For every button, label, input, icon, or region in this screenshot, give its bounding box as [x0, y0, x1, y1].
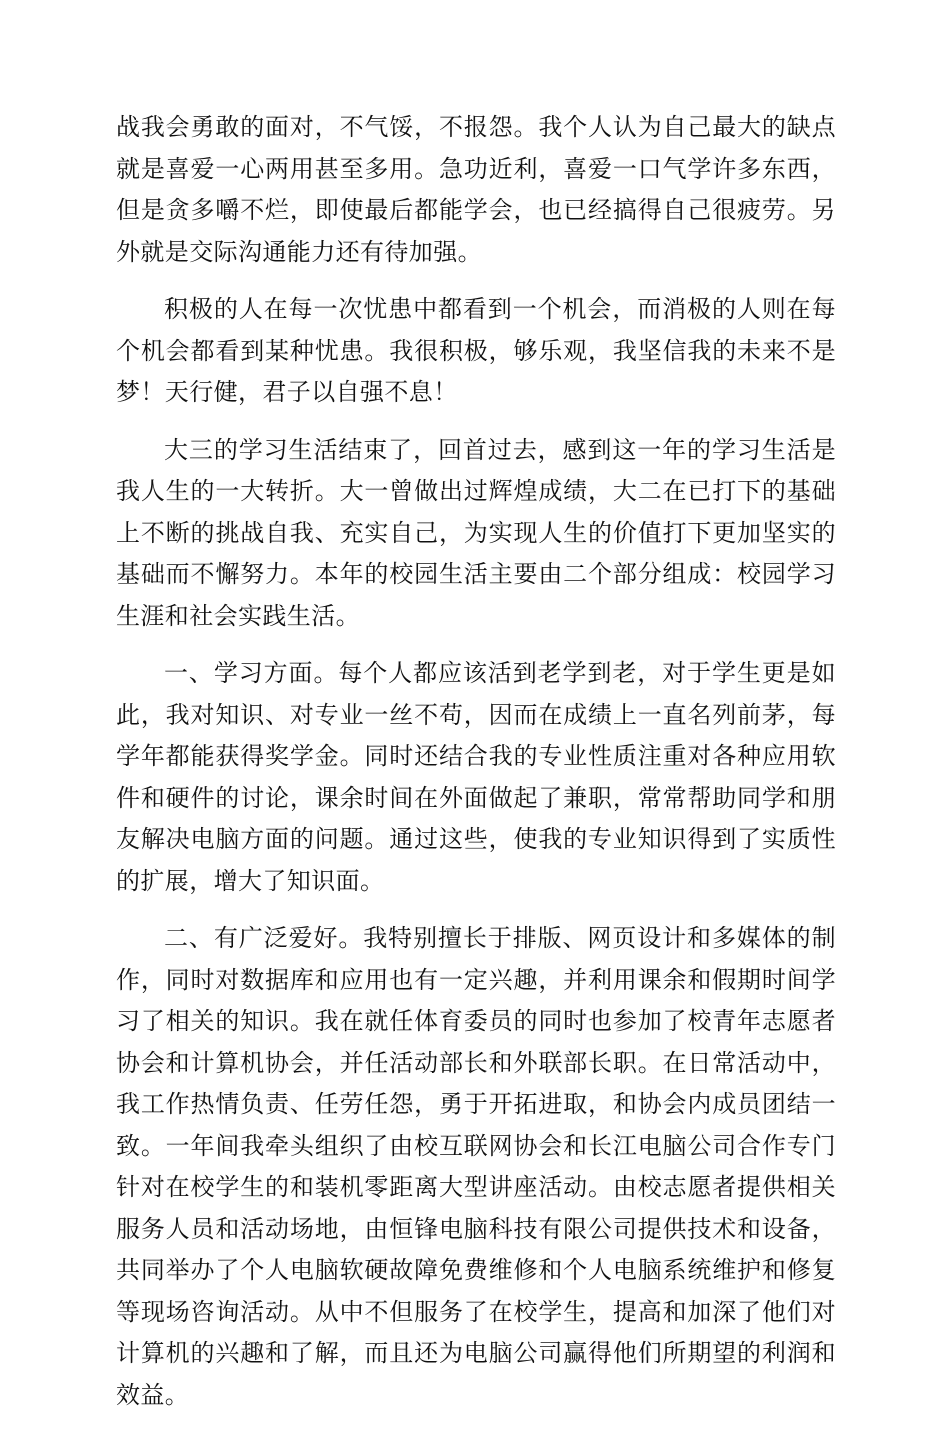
paragraph-optimism: 积极的人在每一次忧患中都看到一个机会，而消极的人则在每个机会都看到某种忧患。我很积极，够乐观，我坚信我的未来不是梦！天行健，君子以自强不息！ [116, 295, 836, 406]
document-page [116, 107, 836, 1432]
paragraph-junior-year-summary: 大三的学习生活结束了，回首过去，感到这一年的学习生活是我人生的一大转折。大一曾做出过辉煌成绩，大二在已打下的基础上不断的挑战自我、充实自己，为实现人生的价值打下更加坚实的基础而不懈努力。本年的校园生活主要由二个部分组成：校园学习生涯和社会实践生活。 [116, 435, 836, 630]
paragraph-hobbies: 二、有广泛爱好。我特别擅长于排版、网页设计和多媒体的制作，同时对数据库和应用也有一定兴趣，并利用课余和假期时间学习了相关的知识。我在就任体育委员的同时也参加了校青年志愿者协会和计算机协会，并任活动部长和外联部长职。在日常活动中，我工作热情负责、任劳任怨，勇于开拓进取，和协会内成员团结一致。一年间我牵头组织了由校互联网协会和长江电脑公司合作专门针对在校学生的和装机零距离大型讲座活动。由校志愿者提供相关服务人员和活动场地，由恒锋电脑科技有限公司提供技术和设备，共同举办了个人电脑软硬故障免费维修和个人电脑系统维护和修复等现场咨询活动。从中不但服务了在校学生，提高和加深了他们对计算机的兴趣和了解，而且还为电脑公司赢得他们所期望的利润和效益。 [116, 924, 836, 1409]
paragraph-study: 一、学习方面。每个人都应该活到老学到老，对于学生更是如此，我对知识、对专业一丝不苟，因而在成绩上一直名列前茅，每学年都能获得奖学金。同时还结合我的专业性质注重对各种应用软件和硬件的讨论，课余时间在外面做起了兼职，常常帮助同学和朋友解决电脑方面的问题。通过这些，使我的专业知识得到了实质性的扩展，增大了知识面。 [116, 659, 836, 895]
paragraph-continuation: 战我会勇敢的面对，不气馁，不报怨。我个人认为自己最大的缺点就是喜爱一心两用甚至多用。急功近利，喜爱一口气学许多东西，但是贪多嚼不烂，即使最后都能学会，也已经搞得自己很疲劳。另外就是交际沟通能力还有待加强。 [116, 113, 836, 266]
